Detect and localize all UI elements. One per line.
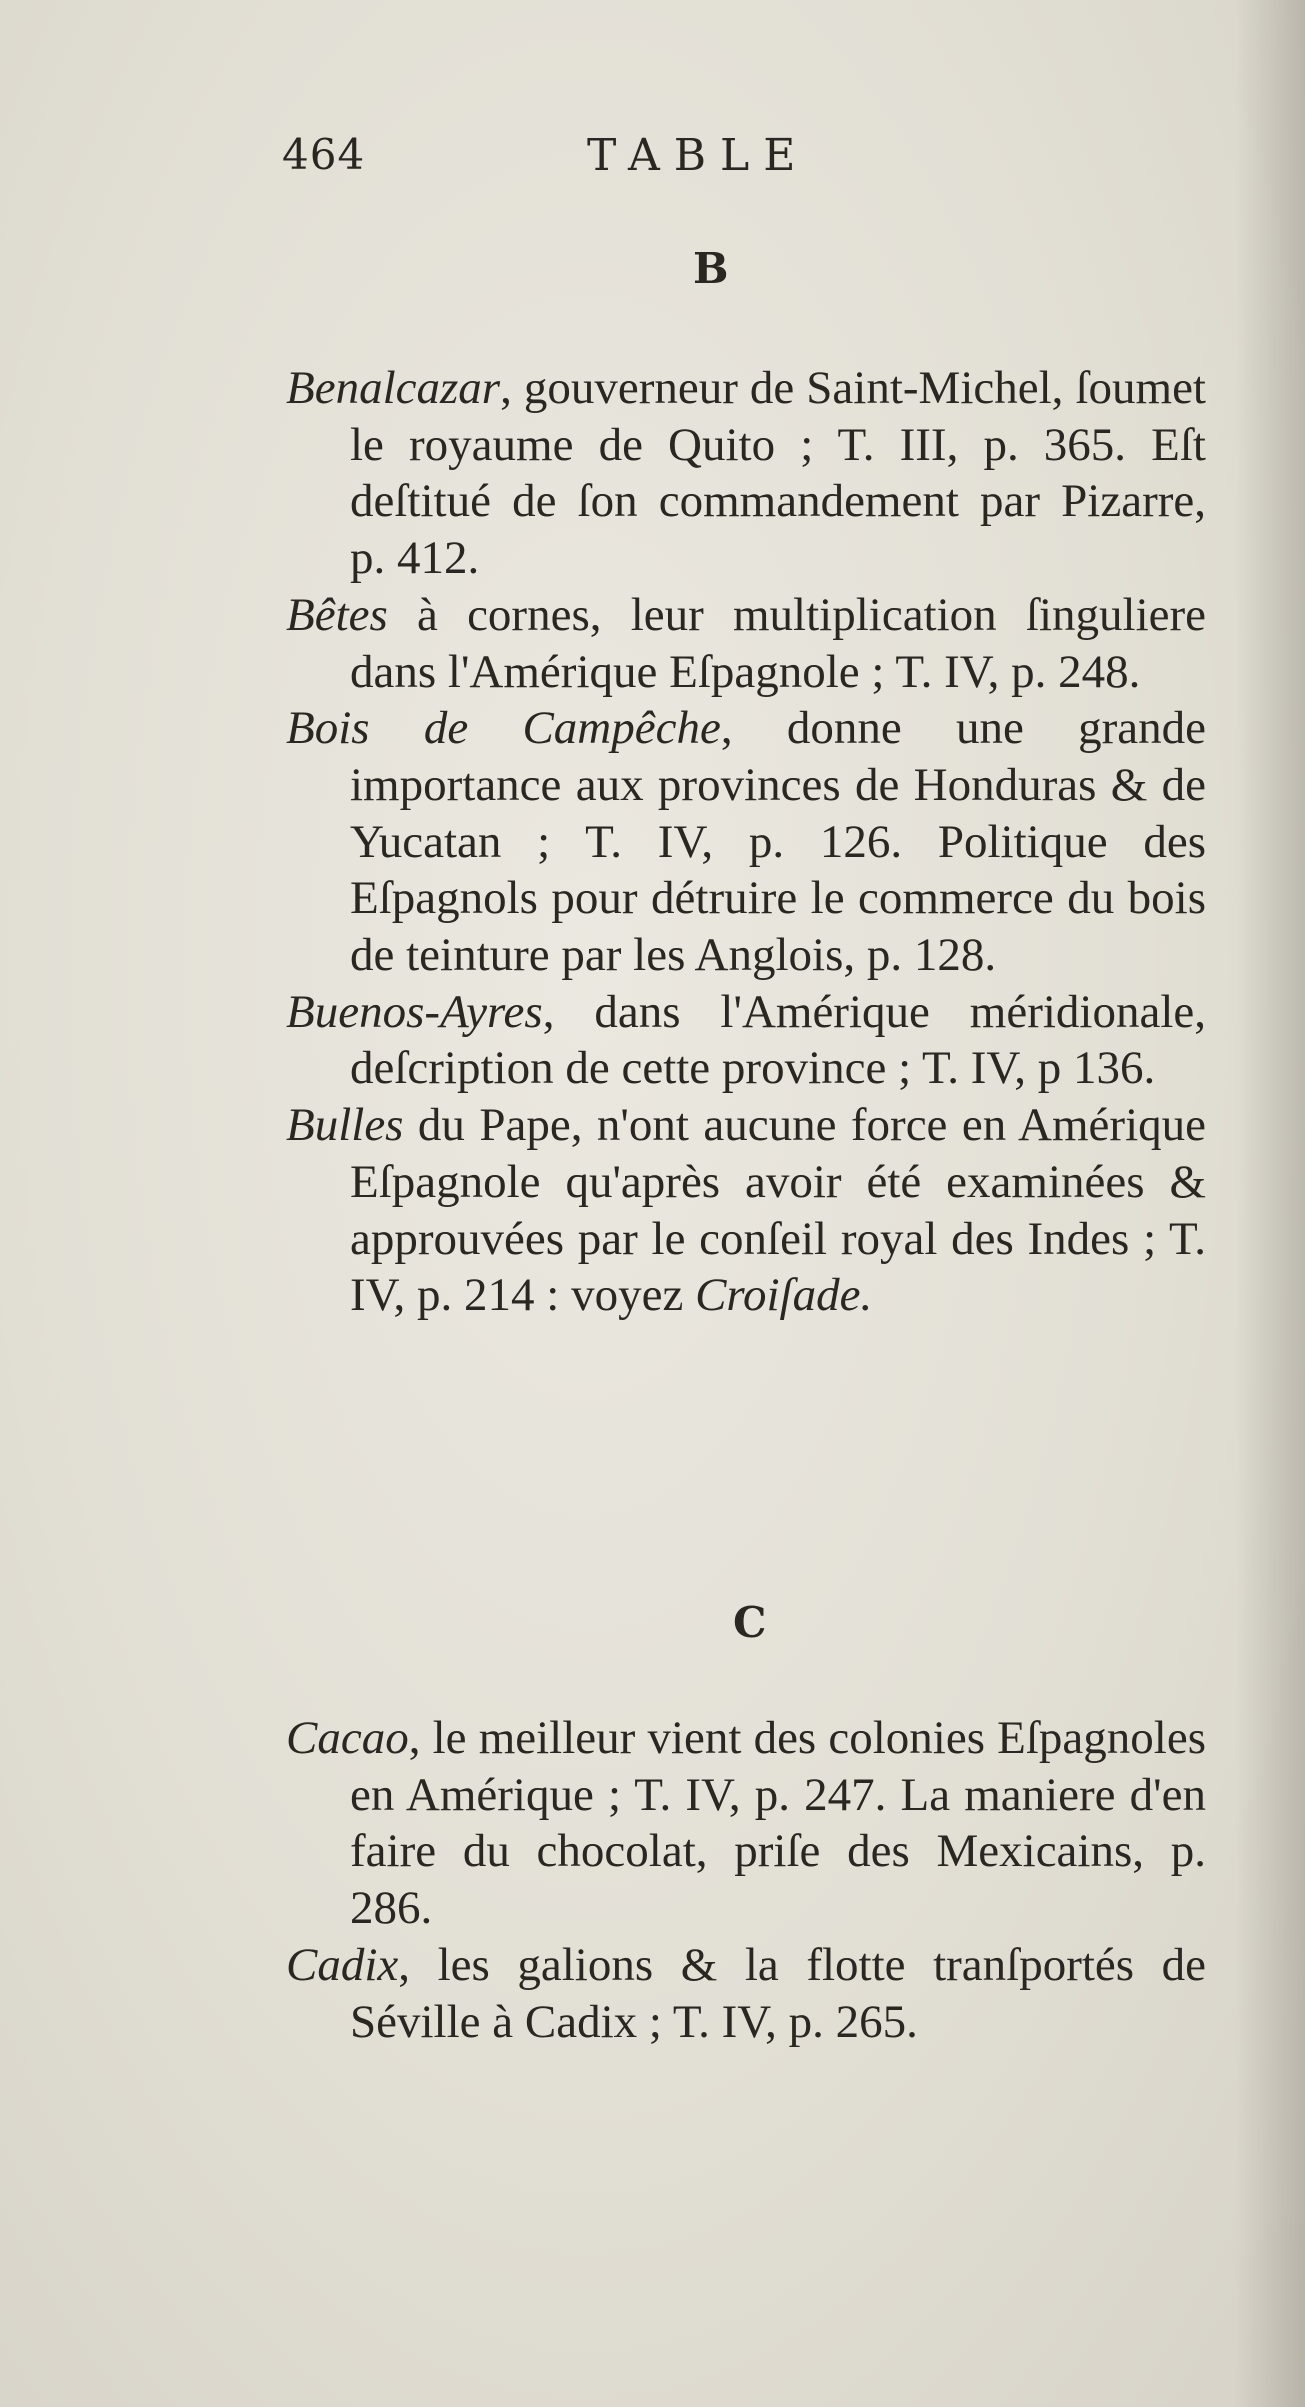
entry-body: , les galions & la flotte tranſportés de Séville à Cadix ; T. IV, p. 265. <box>350 1938 1206 2048</box>
running-head: TABLE <box>587 130 810 181</box>
entry-head: Buenos-Ayres <box>286 985 543 1038</box>
entry-body: , dans l'Amérique méridionale, deſcription de cette province ; T. IV, p 136. <box>350 985 1206 1095</box>
entry-body: , le meilleur vient des colonies Eſpagnoles en Amérique ; T. IV, p. 247. La maniere d'en faire du chocolat, priſe des Mexicains, p. 286. <box>350 1712 1206 1935</box>
index-entry-cacao <box>286 1710 1206 1937</box>
entry-body: , gouverneur de Saint-Michel, ſoumet le royaume de Quito ; T. III, p. 365. Eſt deſtitué de ſon commandement par Pizarre, p. 412. <box>350 362 1206 585</box>
page-header <box>282 125 922 185</box>
index-entry-benalcazar <box>286 360 1206 587</box>
index-entry-bulles <box>286 1097 1206 1324</box>
entry-see-reference: Croiſade. <box>695 1269 873 1322</box>
section-c-entries <box>286 1710 1206 2050</box>
index-entry-buenos-ayres <box>286 984 1206 1097</box>
section-b-entries <box>286 360 1206 1324</box>
entry-head: Bêtes <box>286 588 388 641</box>
entry-head: Benalcazar <box>286 362 501 414</box>
section-letter-c: C <box>733 1598 767 1647</box>
index-entry-cadix <box>286 1937 1206 2050</box>
section-letter-b: B <box>693 244 729 293</box>
page-number: 464 <box>282 130 366 179</box>
entry-head: Cacao <box>286 1712 409 1764</box>
entry-body: , donne une grande importance aux provinces de Honduras & de Yucatan ; T. IV, p. 126. Politique des Eſpagnols pour détruire le commerce du bois de teinture par les Anglois, p. 128. <box>350 702 1206 982</box>
entry-body: du Pape, n'ont aucune force en Amérique Eſpagnole qu'après avoir été examinées & approuvées par le conſeil royal des Indes ; T. IV, p. 214 : voyez <box>350 1099 1206 1322</box>
index-entry-betes <box>286 587 1206 700</box>
entry-head: Bois de Campêche <box>286 702 721 755</box>
entry-head: Cadix <box>286 1938 399 1991</box>
entry-body: à cornes, leur multiplication ſinguliere dans l'Amérique Eſpagnole ; T. IV, p. 248. <box>350 588 1206 698</box>
index-entry-bois-de-campeche <box>286 700 1206 984</box>
spine-shadow <box>1235 0 1305 2407</box>
entry-head: Bulles <box>286 1099 404 1152</box>
